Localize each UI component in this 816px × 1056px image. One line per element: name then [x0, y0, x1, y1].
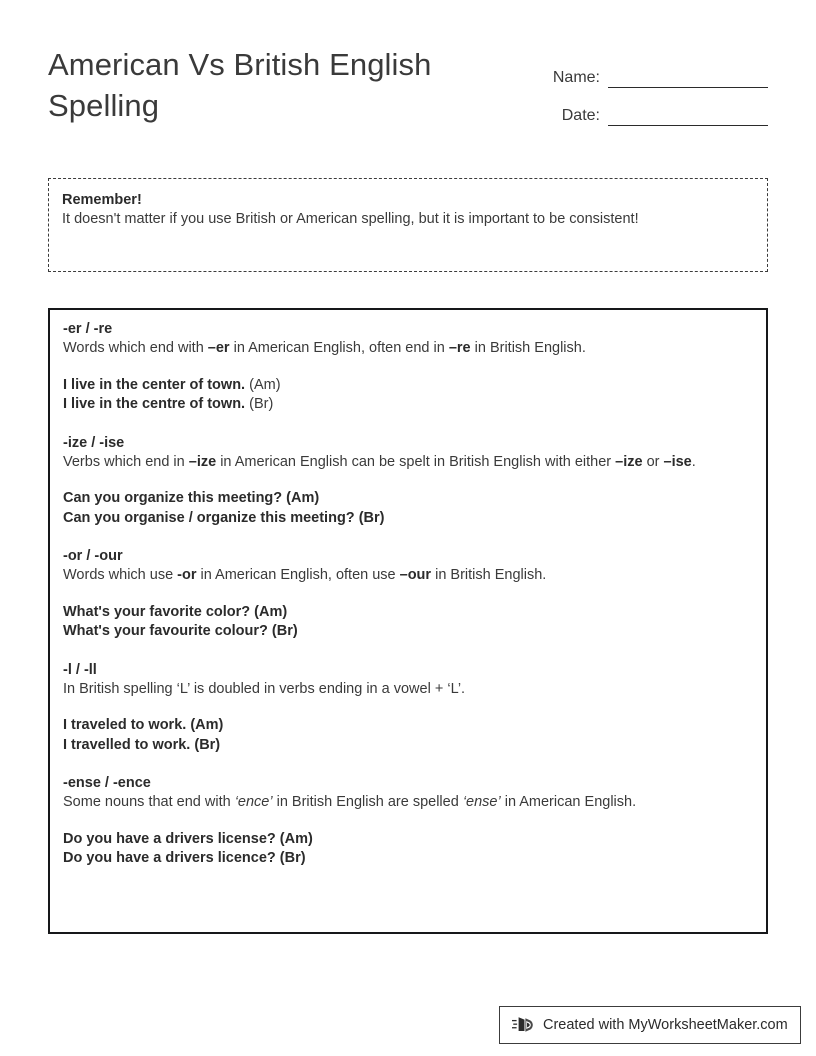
created-with-label: Created with MyWorksheetMaker.com: [543, 1017, 788, 1033]
name-input-line[interactable]: [608, 67, 768, 88]
example-sentence: I traveled to work.: [63, 717, 187, 733]
remember-heading: Remember!: [62, 192, 142, 208]
rule-description-segment: –ize: [615, 453, 643, 470]
rule-examples: [63, 489, 752, 528]
rule-description-segment: in British English.: [470, 340, 586, 356]
rule-heading: -ense / -ence: [63, 775, 151, 791]
example-sentence: Do you have a drivers license?: [63, 830, 276, 847]
rule-example-line: [63, 622, 752, 642]
rule-example-line: [63, 736, 752, 756]
rule-description-segment: –ize: [188, 453, 217, 470]
example-variant-tag: (Am): [286, 490, 320, 506]
rule-description: [63, 793, 752, 813]
rule-description: [63, 339, 752, 359]
page-title: American Vs British English Spelling: [48, 47, 432, 123]
example-variant-tag: (Br): [271, 623, 298, 639]
rule-examples: [63, 830, 752, 869]
spelling-rule-block: [63, 434, 752, 529]
remember-callout-box: [48, 178, 768, 272]
rule-description-segment: Some nouns that end with: [63, 794, 235, 810]
example-variant-tag: (Am): [279, 830, 313, 847]
name-date-fields: [528, 50, 768, 126]
example-variant-tag: (Br): [249, 396, 274, 412]
date-field-row: [528, 88, 768, 126]
example-variant-tag: (Am): [249, 376, 281, 393]
example-sentence: I live in the center of town.: [63, 376, 246, 393]
rule-description: [63, 680, 752, 700]
created-with-badge[interactable]: [499, 1006, 801, 1044]
example-variant-tag: (Am): [190, 717, 224, 733]
rule-example-line: [63, 509, 752, 529]
rule-description-segment: in American English, often use: [196, 567, 400, 583]
example-sentence: Can you organise / organize this meeting?: [63, 509, 355, 526]
spelling-rule-block: [63, 320, 752, 415]
spelling-rule-block: [63, 774, 752, 869]
rule-description-segment: Verbs which end in: [63, 453, 189, 470]
rule-examples: [63, 603, 752, 642]
rule-heading: -ize / -ise: [63, 434, 125, 451]
rule-description-segment: in British English.: [431, 567, 547, 583]
example-sentence: I travelled to work.: [63, 736, 191, 753]
example-sentence: Do you have a drivers licence?: [63, 850, 276, 866]
rule-description-segment: In British spelling ‘L’ is doubled in verbs ending in a vowel + ‘L’.: [63, 680, 466, 697]
rule-description-segment: –er: [207, 340, 230, 356]
rule-description-segment: -or: [177, 567, 197, 583]
name-field-row: [528, 50, 768, 88]
rule-example-line: [63, 489, 752, 509]
rule-description-segment: –our: [399, 567, 432, 583]
spelling-rules-box: [48, 308, 768, 934]
rule-description-segment: Words which end with: [63, 340, 208, 356]
rule-example-line: [63, 849, 752, 869]
example-sentence: What's your favourite colour?: [63, 623, 268, 639]
rule-description-segment: –ise: [663, 453, 692, 470]
example-sentence: Can you organize this meeting?: [63, 490, 283, 506]
rule-description-segment: in American English, often end in: [229, 340, 449, 356]
example-sentence: What's your favorite color?: [63, 603, 251, 620]
example-variant-tag: (Am): [254, 603, 288, 620]
rule-example-line: [63, 830, 752, 850]
rule-heading: -l / -ll: [63, 661, 97, 678]
rule-example-line: [63, 376, 752, 396]
rule-example-line: [63, 603, 752, 623]
rule-description: [63, 566, 752, 586]
rule-description-segment: .: [691, 453, 696, 470]
example-sentence: I live in the centre of town.: [63, 396, 246, 412]
remember-body-text: It doesn't matter if you use British or American spelling, but it is important to be consistent!: [62, 211, 639, 227]
worksheet-header: [48, 44, 768, 144]
spelling-rules-list: [50, 310, 766, 869]
rule-example-line: [63, 716, 752, 736]
rule-heading: -or / -our: [63, 548, 123, 564]
rule-description-segment: in American English can be spelt in British English with either: [216, 453, 616, 470]
spelling-rule-block: [63, 661, 752, 756]
worksheet-maker-logo-icon: [512, 1014, 534, 1036]
date-field-label: Date:: [561, 107, 600, 124]
rule-description-segment: in American English.: [500, 794, 637, 810]
rule-description: [63, 453, 752, 473]
example-variant-tag: (Br): [194, 736, 221, 753]
date-input-line[interactable]: [608, 105, 768, 126]
rule-examples: [63, 716, 752, 755]
example-variant-tag: (Br): [358, 509, 385, 526]
spelling-rule-block: [63, 547, 752, 642]
name-field-label: Name:: [552, 69, 600, 86]
rule-description-segment: ‘ense’: [462, 794, 501, 810]
rule-heading: -er / -re: [63, 321, 113, 337]
example-variant-tag: (Br): [279, 850, 306, 866]
rule-description-segment: –re: [448, 340, 471, 356]
rule-example-line: [63, 395, 752, 415]
rule-description-segment: ‘ence’: [234, 794, 273, 810]
rule-description-segment: Words which use: [63, 567, 178, 583]
rule-examples: [63, 376, 752, 415]
rule-description-segment: or: [642, 453, 664, 470]
rule-description-segment: in British English are spelled: [272, 794, 463, 810]
